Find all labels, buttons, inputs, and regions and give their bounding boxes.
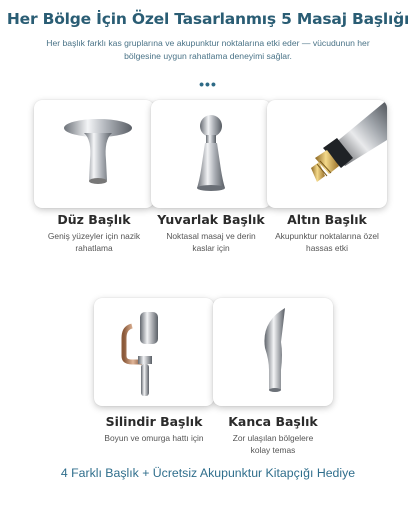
roller-head-card [94, 298, 214, 406]
roller-head-icon [94, 298, 214, 406]
flat-head-description: Geniş yüzeyler için nazik rahatlama [47, 231, 141, 253]
roller-head-description: Boyun ve omurga hattı için [104, 433, 204, 443]
hook-head-description: Zor ulaşılan bölgelere kolay temas [232, 433, 314, 455]
round-head-description: Noktasal masaj ve derin kaslar için [166, 231, 256, 253]
page-title: Her Bölge İçin Özel Tasarlanmış 5 Masaj Başlığı [6, 10, 410, 28]
hook-head-icon [213, 298, 333, 406]
page-subtitle: Her başlık farklı kas gruplarına ve akupunktur noktalarına etki eder — vücudunun her bölgesine uygun rahatlama deneyimi sağlar. [46, 38, 370, 61]
gold-head-label: Altın Başlık [287, 212, 367, 227]
round-head-label: Yuvarlak Başlık [157, 212, 265, 227]
round-head-icon [151, 100, 271, 208]
round-head-card [151, 100, 271, 208]
gold-head-icon [267, 100, 387, 208]
gold-head-description: Akupunktur noktalarına özel hassas etki [275, 231, 379, 253]
hook-head-label: Kanca Başlık [228, 414, 318, 429]
dots-divider: ••• [199, 76, 217, 92]
gold-head-card [267, 100, 387, 208]
flat-head-card [34, 100, 154, 208]
flat-head-label: Düz Başlık [57, 212, 131, 227]
gift-footer: 4 Farklı Başlık + Ücretsiz Akupunktur Kitapçığı Hediye [60, 466, 356, 480]
hook-head-card [213, 298, 333, 406]
flat-head-icon [34, 100, 154, 208]
roller-head-label: Silindir Başlık [105, 414, 203, 429]
